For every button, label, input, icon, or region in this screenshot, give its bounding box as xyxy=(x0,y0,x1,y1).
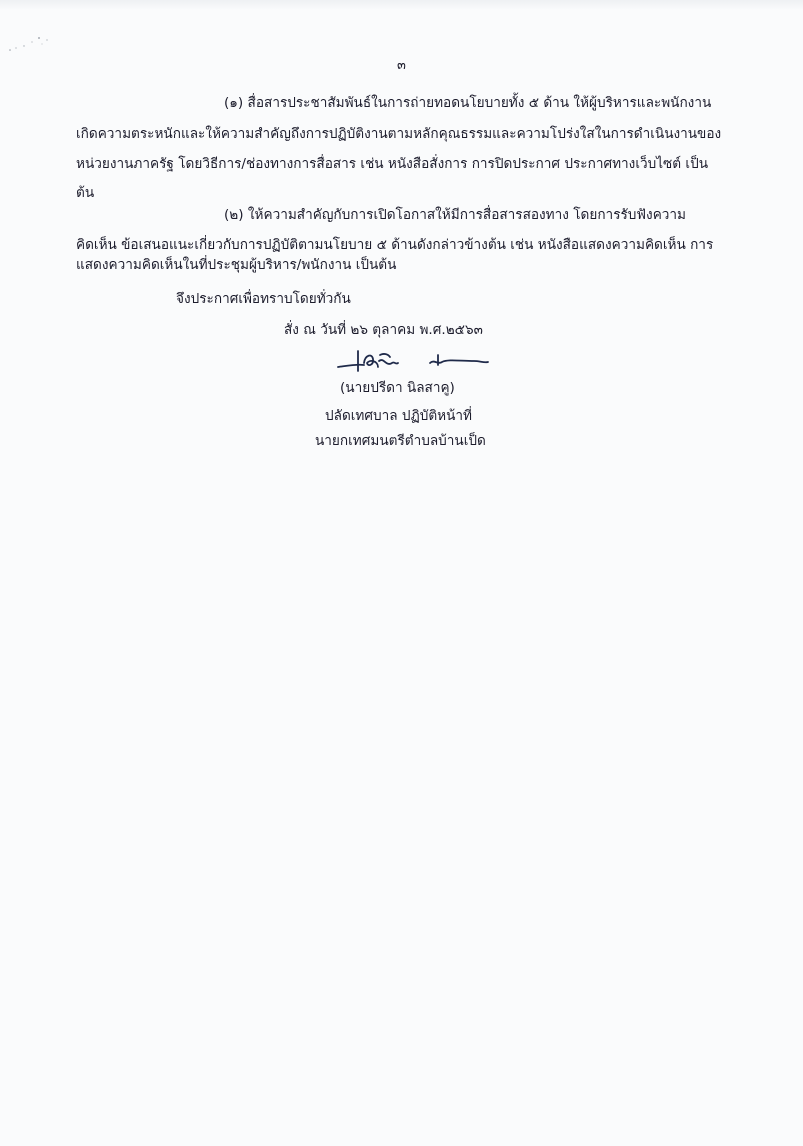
paragraph-2-line-1: (๒) ให้ความสำคัญกับการเปิดโอกาสให้มีการสื่อสารสองทาง โดยการรับฟังความ xyxy=(224,207,687,223)
scan-edge-shading xyxy=(0,0,803,10)
signatory-position-2: นายกเทศมนตรีตำบลบ้านเป็ด xyxy=(315,433,486,449)
signatory-name: (นายปรีดา นิลสาคู) xyxy=(340,380,455,396)
paragraph-2-line-3: แสดงความคิดเห็นในที่ประชุมผู้บริหาร/พนักงาน เป็นต้น xyxy=(76,257,397,273)
handwritten-signature xyxy=(334,345,494,379)
paragraph-1-line-1: (๑) สื่อสารประชาสัมพันธ์ในการถ่ายทอดนโยบายทั้ง ๕ ด้าน ให้ผู้บริหารและพนักงาน xyxy=(224,95,712,111)
signatory-position-1: ปลัดเทศบาล ปฏิบัติหน้าที่ xyxy=(325,408,472,424)
paragraph-1-line-3: หน่วยงานภาครัฐ โดยวิธีการ/ช่องทางการสื่อสาร เช่น หนังสือสั่งการ การปิดประกาศ ประกาศทางเว็บไซต์ เป็น xyxy=(76,156,709,172)
date-line: สั่ง ณ วันที่ ๒๖ ตุลาคม พ.ศ.๒๕๖๓ xyxy=(284,322,483,338)
page-number: ๓ xyxy=(397,58,406,73)
paragraph-2-line-2: คิดเห็น ข้อเสนอแนะเกี่ยวกับการปฏิบัติตามนโยบาย ๕ ด้านดังกล่าวข้างต้น เช่น หนังสือแสดงความคิดเห็น การ xyxy=(76,237,714,253)
paragraph-1-line-2: เกิดความตระหนักและให้ความสำคัญถึงการปฏิบัติงานตามหลักคุณธรรมและความโปร่งใสในการดำเนินงานของ xyxy=(76,126,722,142)
paragraph-1-line-4: ต้น xyxy=(76,185,95,201)
announcement-line: จึงประกาศเพื่อทราบโดยทั่วกัน xyxy=(176,291,351,307)
